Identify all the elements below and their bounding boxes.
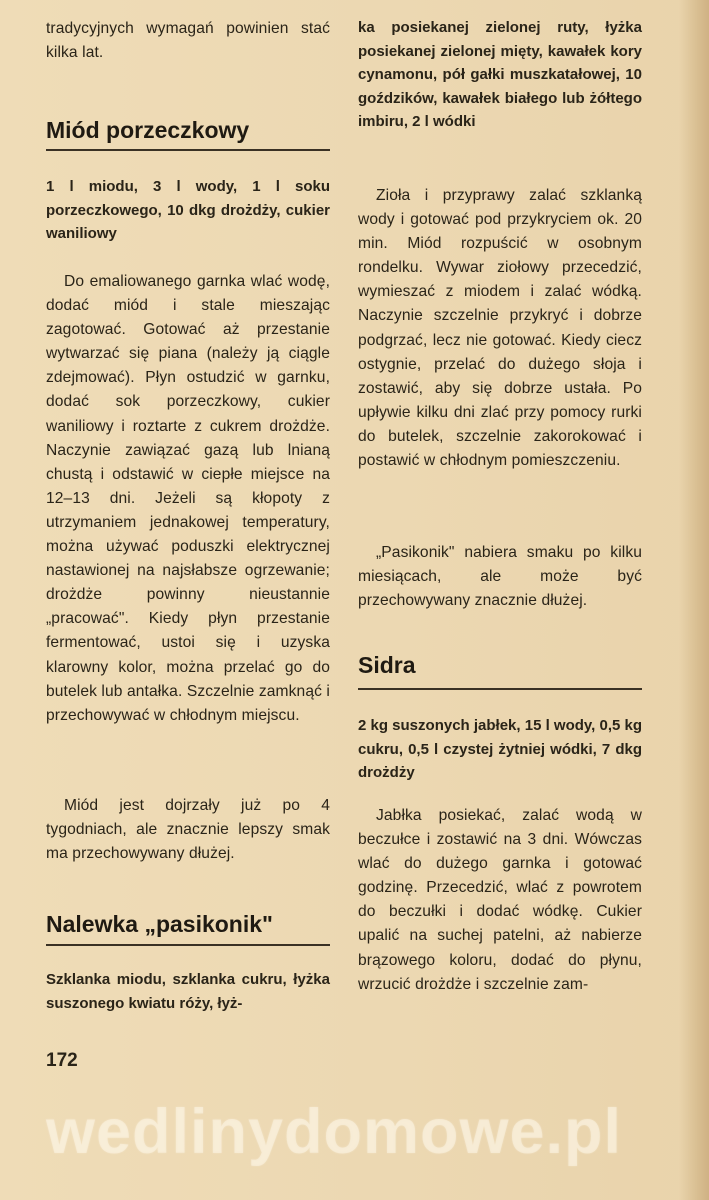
method-miod-porzeczkowy: Do emaliowanego garnka wlać wodę, dodać miód i stale mieszając zagotować. Gotować aż przestanie wytwarzać się piana (należy ją ciągle zdejmować). Płyn ostudzić w garnku, dodać sok porzeczkowy, cukier waniliowy i roztarte z cukrem drożdże. Naczynie zawiązać gazą lub lnianą chustą i odstawić w ciepłe miejsce na 12–13 dni. Jeżeli są kłopoty z utrzymaniem jednakowej temperatury, można używać poduszki elektrycznej nastawionej na najsłabsze ogrzewanie; drożdże powinny nieustannie „pracować". Kiedy płyn przestanie fermentować, ustoi się i uzyska klarowny kolor, można przelać go do butelek lub antałka. Szczelnie zamknąć i przechowywać w chłodnym miejscu. — [46, 273, 330, 724]
section-title-miod-porzeczkowy: Miód porzeczkowy — [46, 117, 250, 143]
ingredients-nalewka-start: Szklanka miodu, szklanka cukru, łyżka suszonego kwiatu róży, łyż- — [46, 971, 330, 1012]
section-rule — [46, 944, 330, 946]
section-title-nalewka-pasikonik: Nalewka „pasikonik" — [46, 911, 273, 937]
watermark-text: wedlinydomowe.pl — [46, 1097, 623, 1167]
ingredients-sidra: 2 kg suszonych jabłek, 15 l wody, 0,5 kg cukru, 0,5 l czystej żytniej wódki, 7 dkg drożdży — [358, 717, 642, 782]
method-nalewka: Zioła i przyprawy zalać szklanką wody i gotować pod przykryciem ok. 20 min. Miód rozpuścić w osobnym rondelku. Wywar ziołowy przecedzić, wymieszać z miodem i zalać wódką. Naczynie szczelnie przykryć i dobrze podgrzać, lecz nie gotować. Kiedy ciecz ostygnie, przelać do dużego słoja i zostawić, aby się dobrze ustała. Po upływie kilku dni zlać przy pomocy rurki do butelek, szczelnie zakorokować i postawić w chłodnym pomieszczeniu. — [358, 187, 642, 470]
page-number: 172 — [46, 1050, 78, 1071]
note-miod-porzeczkowy: Miód jest dojrzały już po 4 tygodniach, ale znacznie lepszy smak ma przechowywany dłużej. — [46, 797, 330, 863]
method-sidra: Jabłka posiekać, zalać wodą w beczułce i zostawić na 3 dni. Wówczas wlać do dużego garnka i gotować godzinę. Przecedzić, wlać z powrotem do beczułki i dodać wódkę. Cukier upalić na suchej patelni, aż nabierze brązowego koloru, dodać do płynu, wrzucić drożdże i szczelnie zam- — [358, 807, 642, 993]
section-rule — [358, 688, 642, 690]
note-nalewka: „Pasikonik" nabiera smaku po kilku miesiącach, ale może być przechowywany znacznie dłużej. — [358, 544, 642, 610]
ingredients-nalewka-cont: ka posiekanej zielonej ruty, łyżka posiekanej zielonej mięty, kawałek kory cynamonu, pół gałki muszkatałowej, 10 goździków, kawałek białego lub żółtego imbiru, 2 l wódki — [358, 19, 642, 131]
ingredients-miod-porzeczkowy: 1 l miodu, 3 l wody, 1 l soku porzeczkowego, 10 dkg drożdży, cukier waniliowy — [46, 178, 330, 243]
intro-text: tradycyjnych wymagań powinien stać kilka lat. — [46, 20, 330, 62]
section-rule — [46, 149, 330, 151]
page-edge-shadow — [679, 0, 709, 1200]
section-title-sidra: Sidra — [358, 652, 416, 678]
